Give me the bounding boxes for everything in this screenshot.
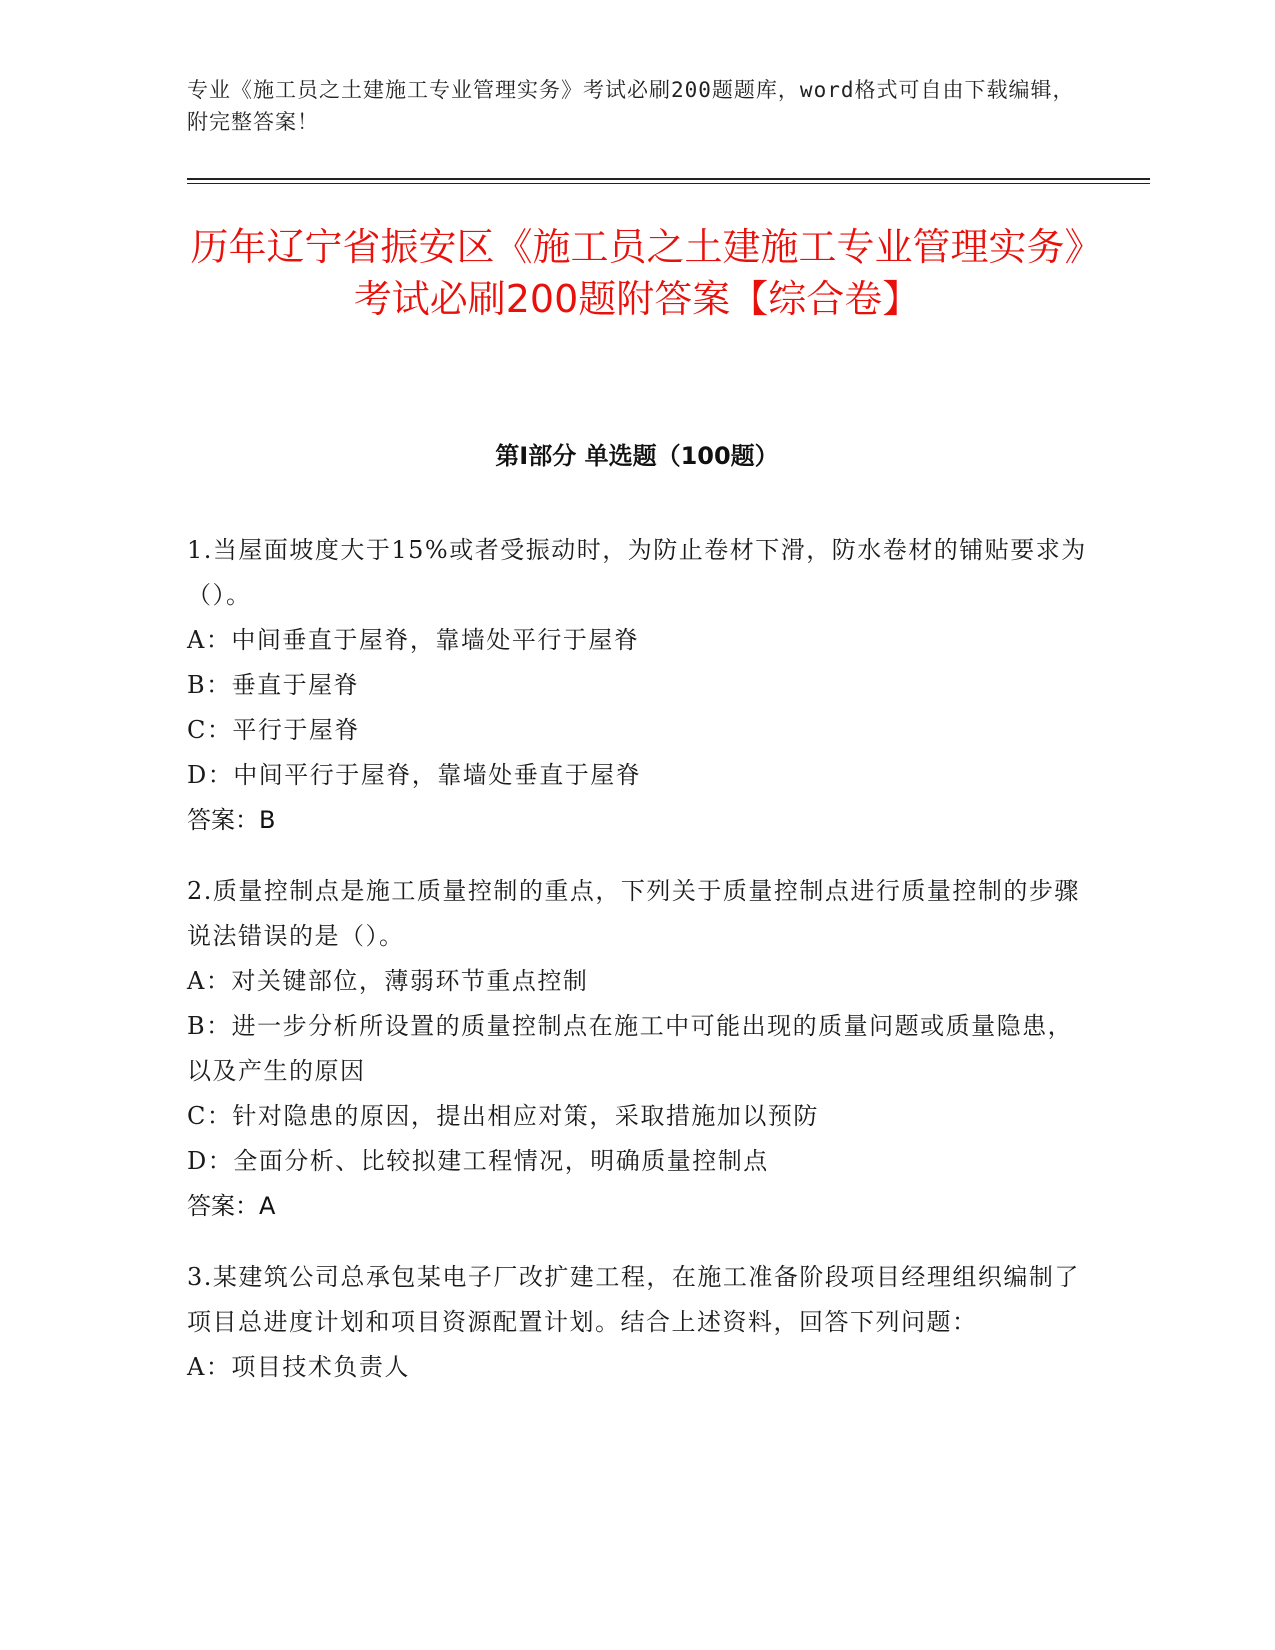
option-d: D：全面分析、比较拟建工程情况，明确质量控制点 <box>187 1147 769 1175</box>
option-b: B：垂直于屋脊 <box>187 671 360 699</box>
question-1 <box>187 528 1087 843</box>
question-stem: 3.某建筑公司总承包某电子厂改扩建工程，在施工准备阶段项目经理组织编制了项目总进度计划和项目资源配置计划。结合上述资料，回答下列问题： <box>187 1263 1080 1336</box>
document-title: 历年辽宁省振安区《施工员之土建施工专业管理实务》考试必刷200题附答案【综合卷】 <box>190 225 1084 321</box>
answer: 答案：A <box>187 1192 276 1220</box>
question-3 <box>187 1255 1087 1390</box>
header-divider-thin <box>187 183 1150 184</box>
question-2 <box>187 869 1087 1229</box>
question-stem: 1.当屋面坡度大于15%或者受振动时，为防止卷材下滑，防水卷材的铺贴要求为（）。 <box>187 536 1087 609</box>
answer: 答案：B <box>187 806 276 834</box>
section-title: 第Ⅰ部分 单选题（100题） <box>495 442 779 470</box>
option-a: A：中间垂直于屋脊，靠墙处平行于屋脊 <box>187 626 640 654</box>
option-b: B：进一步分析所设置的质量控制点在施工中可能出现的质量问题或质量隐患，以及产生的原因 <box>187 1012 1074 1085</box>
header-divider-thick <box>187 178 1150 180</box>
question-stem: 2.质量控制点是施工质量控制的重点，下列关于质量控制点进行质量控制的步骤说法错误的是（）。 <box>187 877 1080 950</box>
option-a: A：对关键部位，薄弱环节重点控制 <box>187 967 589 995</box>
option-c: C：平行于屋脊 <box>187 716 360 744</box>
question-list <box>187 528 1087 1416</box>
option-a: A：项目技术负责人 <box>187 1353 410 1381</box>
option-d: D：中间平行于屋脊，靠墙处垂直于屋脊 <box>187 761 642 789</box>
header-note: 专业《施工员之土建施工专业管理实务》考试必刷200题题库，word格式可自由下载编辑，附完整答案！ <box>187 78 1075 134</box>
option-c: C：针对隐患的原因，提出相应对策，采取措施加以预防 <box>187 1102 819 1130</box>
